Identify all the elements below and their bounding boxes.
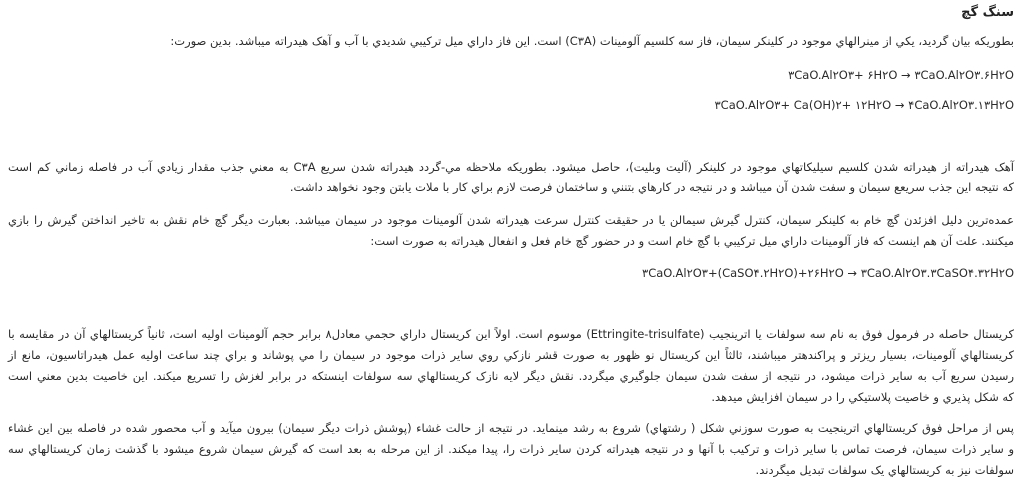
equation-3: ۳CaO.Al۲O۳+(CaSO۴.۲H۲O)+۲۶H۲O → ۳CaO.Al۲O۳.۳CaSO۴.۳۲H۲O	[642, 266, 1014, 280]
section-title: سنگ گچ	[961, 5, 1014, 20]
paragraph-5-line-2: و ساير ذرات سيمان، فرصت تماس با ساير ذرات و تركيب با آنها و در نتيجه هيدراته كردن ساير ذرات را، پيدا ميكند. از اين مرحله به بعد است كه گيرش سيمان شروع ميشود با گذشت زمان كريستالهاي سه	[8, 442, 1014, 456]
paragraph-5-line-3: سولفات نيز به كريستالهاي يک سولفات تبديل ميگردند.	[755, 463, 1014, 477]
paragraph-5-line-1: پس از مراحل فوق كريستالهاي اترينجيت به صورت سوزني شكل ( رشتهاي) شروع به رشد مينمايد. در نتيجه از حالت غشاء (پوشش ذرات ديگر سيمان) بيرون ميآيد و آب محصور شده در فاصله بين اين غشاء	[8, 421, 1014, 435]
paragraph-4-line-2: كريستالهاي آلومينات، بسيار ريزتر و پراكندهتر ميباشند، ثالثاً اين كريستال نو ظهور به صورت قشر نازكي روي ساير ذرات موجود در سيمان را مي پوشاند و براي چند ساعت اوليه عمل هيدراتاسيون، مانع از	[8, 348, 1014, 362]
article-page	[8, 0, 1014, 495]
paragraph-3-line-2: ميكنند. علت آن هم اينست كه فاز آلومينات داراي ميل تركيبي با گچ خام است و در حضور گچ خام فعل و انفعال هيدراته به صورت است:	[370, 234, 1014, 248]
paragraph-4-line-3: رسيدن سريع آب به ساير ذرات ميشود، در نتيجه از سفت شدن سيمان جلوگيري ميگردد. نقش ديگر لايه نازک كريستالهاي سه سولفات اينستكه در برابر لغزش را تسريع ميكند. اين خاصيت بدين معني است	[8, 369, 1014, 383]
paragraph-2-line-2: كه نتيجه اين جذب سريعع سيمان و سفت شدن آن ميباشد و در نتيجه در كارهاي بتنني و ساختمان فرصت لازم براي كار با ملات يابتن وجود نخواهد داشت.	[289, 180, 1014, 194]
equation-2: ۳CaO.Al۲O۳+ Ca(OH)۲+ ۱۲H۲O → ۴CaO.Al۲O۳.۱۳H۲O	[714, 98, 1014, 112]
paragraph-4-line-4: كه شكل پذيري و خاصيت پلاستيكي را در سيمان افزايش ميدهد.	[711, 390, 1014, 404]
paragraph-3-line-1: عمده‌ترين دليل افزئدن گچ خام به كلينكر سيمان، كنترل گيرش سيمالن يا در حقيقت كنترل سرعت هيدراته شدن آلومينات موجود در سيمان ميباشد. بعبارت ديگر گچ خام نقش به تاخير انداختن گيرش را بازي	[8, 213, 1014, 227]
paragraph-1-line-1: بطوريكه بيان گرديد، يكي از مينرالهاي موجود در كلينكر سيمان، فاز سه كلسيم آلومينات (C۳A) است. اين فاز داراي ميل تركيبي شديدي با آب و آهک هيدراته ميباشد. بدين صورت:	[170, 34, 1014, 48]
equation-1: ۳CaO.Al۲O۳+ ۶H۲O → ۳CaO.Al۲O۳.۶H۲O	[788, 68, 1014, 82]
paragraph-2-line-1: آهک هيدراته از هيدراته شدن كلسيم سيليكاتهاي موجود در كلينكر (آليت وبليت)، حاصل ميشود. بطوريكه ملاحظه مي-گردد هيدراته شدن سريع C۳A به معني جذب مقدار زيادي آب در فاصله زماني كم است	[8, 160, 1014, 174]
paragraph-4-line-1: كريستال حاصله در فرمول فوق به نام سه سولفات يا اترينجيب (Ettringite-trisulfate) موسوم است. اولاً اين كريستال داراي حجمي معادل۸ برابر حجم آلومينات اوليه است، ثانياً كريستالهاي آن در مقايسه با	[8, 327, 1015, 341]
